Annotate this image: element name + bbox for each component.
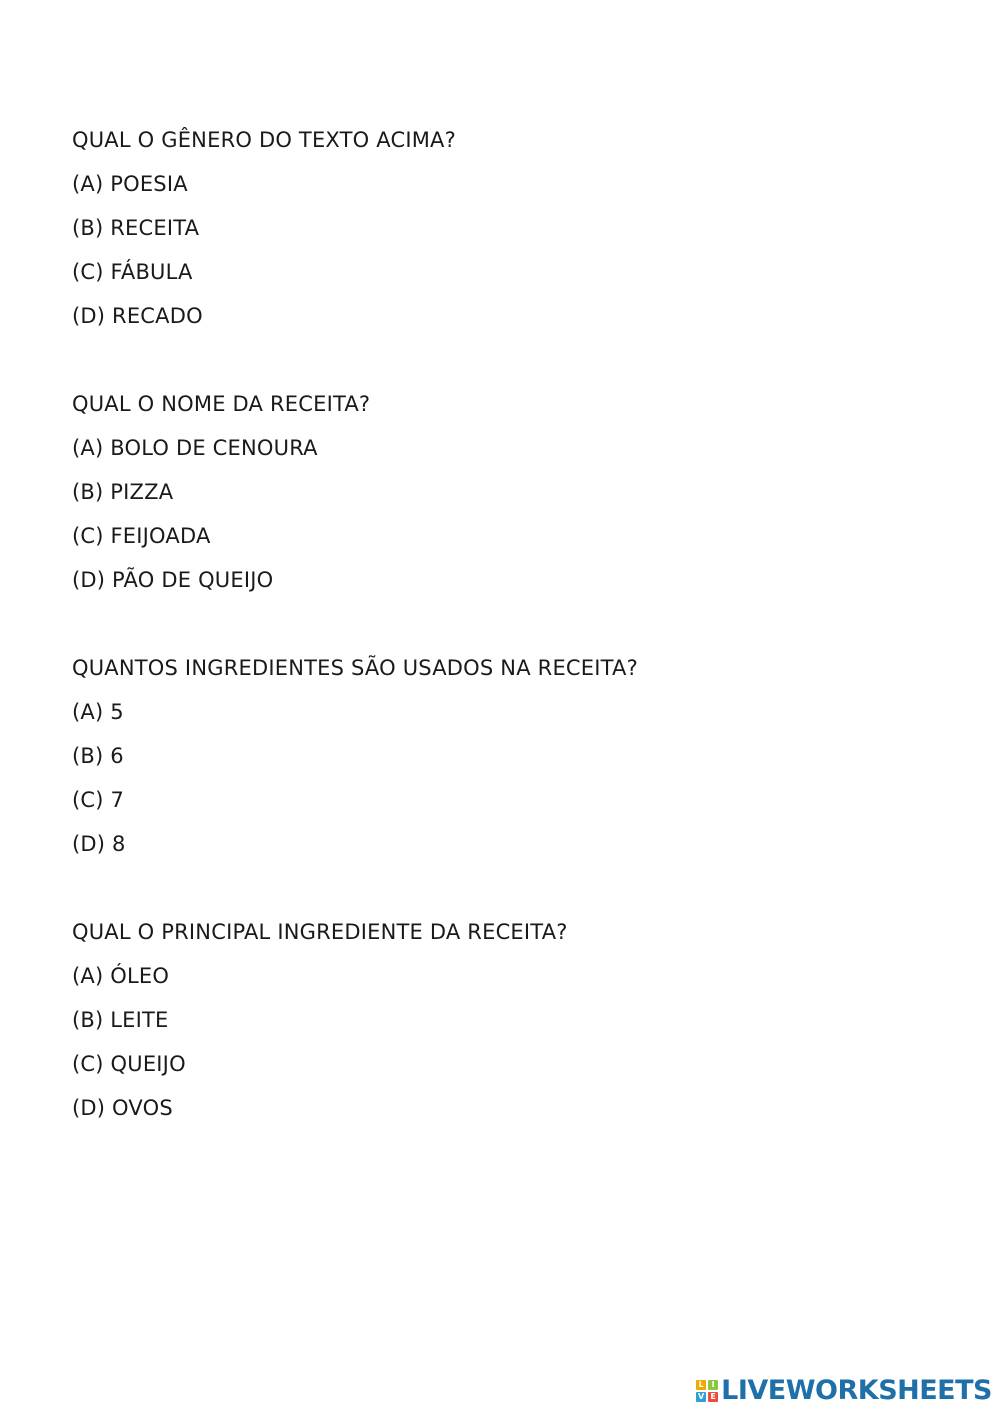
option-b[interactable]: (B) 6 xyxy=(72,744,124,768)
question-text: QUAL O GÊNERO DO TEXTO ACIMA? xyxy=(72,128,456,152)
question-text: QUAL O PRINCIPAL INGREDIENTE DA RECEITA? xyxy=(72,920,568,944)
option-b[interactable]: (B) RECEITA xyxy=(72,216,200,240)
option-d[interactable]: (D) RECADO xyxy=(72,304,203,328)
option-a[interactable]: (A) 5 xyxy=(72,700,124,724)
option-b[interactable]: (B) PIZZA xyxy=(72,480,174,504)
option-d[interactable]: (D) PÃO DE QUEIJO xyxy=(72,568,274,592)
liveworksheets-watermark xyxy=(696,1375,992,1407)
option-c[interactable]: (C) FEIJOADA xyxy=(72,524,211,548)
question-text: QUAL O NOME DA RECEITA? xyxy=(72,392,371,416)
question-4 xyxy=(72,910,932,1130)
option-d[interactable]: (D) 8 xyxy=(72,832,126,856)
logo-letter-e: E xyxy=(708,1392,718,1402)
question-3 xyxy=(72,646,932,866)
option-a[interactable]: (A) ÓLEO xyxy=(72,964,170,988)
question-1 xyxy=(72,118,932,338)
option-c[interactable]: (C) FÁBULA xyxy=(72,260,193,284)
option-c[interactable]: (C) 7 xyxy=(72,788,125,812)
question-text: QUANTOS INGREDIENTES SÃO USADOS NA RECEITA? xyxy=(72,656,638,680)
option-c[interactable]: (C) QUEIJO xyxy=(72,1052,186,1076)
option-a[interactable]: (A) POESIA xyxy=(72,172,188,196)
logo-letter-l: L xyxy=(696,1380,706,1390)
brand-name: LIVEWORKSHEETS xyxy=(721,1375,992,1406)
option-a[interactable]: (A) BOLO DE CENOURA xyxy=(72,436,318,460)
liveworksheets-logo-icon xyxy=(696,1380,718,1402)
option-b[interactable]: (B) LEITE xyxy=(72,1008,169,1032)
question-2 xyxy=(72,382,932,602)
logo-letter-v: V xyxy=(698,1392,705,1401)
logo-letter-i: I xyxy=(708,1380,718,1390)
option-d[interactable]: (D) OVOS xyxy=(72,1096,173,1120)
worksheet xyxy=(72,118,932,1174)
